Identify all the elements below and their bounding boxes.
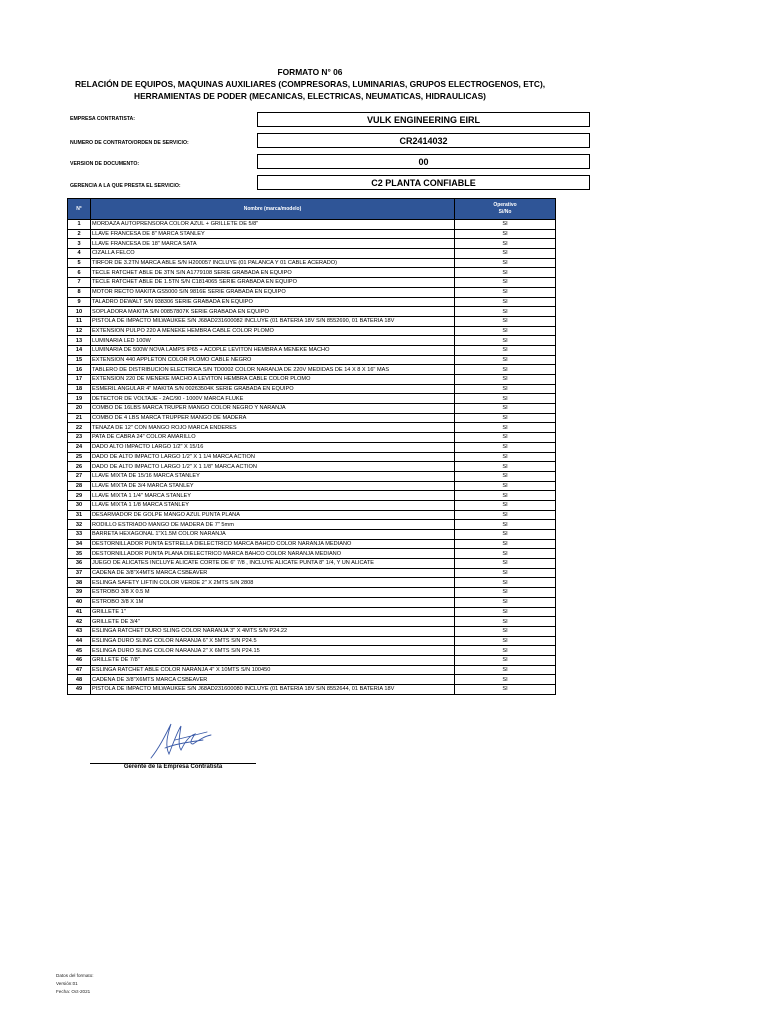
table-row [68, 597, 556, 607]
table-row [68, 471, 556, 481]
row-operative: SI [455, 685, 556, 695]
row-operative: SI [455, 345, 556, 355]
table-row [68, 375, 556, 385]
table-row [68, 355, 556, 365]
table-row [68, 539, 556, 549]
table-header-row [68, 199, 556, 220]
row-operative: SI [455, 423, 556, 433]
row-name: COMBO DE 16LBS MARCA TRUPER MANGO COLOR NEGRO Y NARANJA [91, 404, 455, 414]
contract-number-value: CR2414032 [257, 133, 590, 148]
row-number: 13 [68, 336, 91, 346]
contract-number-label: NUMERO DE CONTRATO/ORDEN DE SERVICIO: [70, 140, 189, 146]
table-row [68, 491, 556, 501]
document-version-value: 00 [257, 154, 590, 169]
row-operative: SI [455, 229, 556, 239]
table-row [68, 685, 556, 695]
row-operative: SI [455, 617, 556, 627]
row-name: EXTENSION PULPO 220 A MENEKE HEMBRA CABLE COLOR PLOMO [91, 326, 455, 336]
table-row [68, 578, 556, 588]
row-operative: SI [455, 394, 556, 404]
row-name: TENAZA DE 12" CON MANGO ROJO MARCA ENDERES [91, 423, 455, 433]
row-number: 43 [68, 626, 91, 636]
row-number: 32 [68, 520, 91, 530]
table-row [68, 307, 556, 317]
row-name: LLAVE FRANCESA DE 8" MARCA STANLEY [91, 229, 455, 239]
row-number: 23 [68, 433, 91, 443]
table-row [68, 665, 556, 675]
footer-format-data: Datos del formato: [56, 973, 94, 978]
row-operative: SI [455, 239, 556, 249]
table-row [68, 297, 556, 307]
row-number: 19 [68, 394, 91, 404]
row-name: DADO ALTO IMPACTO LARGO 1/2" X 15/16 [91, 442, 455, 452]
table-row [68, 646, 556, 656]
management-value: C2 PLANTA CONFIABLE [257, 175, 590, 190]
header-operative-line2: Si/No [498, 209, 512, 215]
table-row [68, 268, 556, 278]
row-number: 40 [68, 597, 91, 607]
row-number: 5 [68, 258, 91, 268]
table-row [68, 278, 556, 288]
row-number: 25 [68, 452, 91, 462]
table-row [68, 636, 556, 646]
row-name: DADO DE ALTO IMPACTO LARGO 1/2" X 1 1/8" MARCA ACTION [91, 462, 455, 472]
row-name: TABLERO DE DISTRIBUCION ELECTRICA S/N TD0002 COLOR NARANJA DE 220V MEDIDAS DE 14 X 8 X 16" MAS [91, 365, 455, 375]
row-name: EXTENSION 220 DE MENEKE MACHO A LEVITON HEMBRA CABLE COLOR PLOMO [91, 375, 455, 385]
row-name: LUMINARIA LED 100W [91, 336, 455, 346]
row-operative: SI [455, 549, 556, 559]
row-operative: SI [455, 355, 556, 365]
document-version-label: VERSION DE DOCUMENTO: [70, 161, 140, 167]
table-row [68, 655, 556, 665]
row-operative: SI [455, 588, 556, 598]
row-name: DESTORNILLADOR PUNTA ESTRELLA DIELECTRICO MARCA BAHCO COLOR NARANJA MEDIANO [91, 539, 455, 549]
header-name: Nombre (marca/modelo) [91, 199, 455, 220]
row-number: 27 [68, 471, 91, 481]
row-name: LLAVE MIXTA 1 1/8 MARCA STANLEY [91, 500, 455, 510]
signature-image [145, 718, 225, 763]
table-row [68, 258, 556, 268]
table-row [68, 229, 556, 239]
row-operative: SI [455, 249, 556, 259]
row-operative: SI [455, 336, 556, 346]
row-number: 30 [68, 500, 91, 510]
row-operative: SI [455, 646, 556, 656]
row-number: 12 [68, 326, 91, 336]
row-name: CADENA DE 3/8"X6MTS MARCA CSBEAVER [91, 675, 455, 685]
row-number: 42 [68, 617, 91, 627]
row-number: 21 [68, 413, 91, 423]
row-name: TALADRO DEWALT S/N 938306 SERIE GRABADA EN EQUIPO [91, 297, 455, 307]
row-name: GRILLETE DE 3/4" [91, 617, 455, 627]
row-operative: SI [455, 559, 556, 569]
row-operative: SI [455, 442, 556, 452]
row-number: 20 [68, 404, 91, 414]
row-operative: SI [455, 675, 556, 685]
footer-date: Fecha: Oct-2021 [56, 989, 91, 994]
row-name: PISTOLA DE IMPACTO MILWAUKEE S/N J68AD231600080 INCLUYE (01 BATERIA 18V S/N 8552644, 01 BATERIA 18V [91, 685, 455, 695]
row-operative: SI [455, 278, 556, 288]
row-name: CIZALLA FELCO [91, 249, 455, 259]
row-name: TECLE RATCHET ABLE DE 3TN S/N A1779108 SERIE GRABADA EN EQUIPO [91, 268, 455, 278]
table-row [68, 520, 556, 530]
footer-version: Versión:01 [56, 981, 78, 986]
row-name: DESTORNILLADOR PUNTA PLANA DIELECTRICO MARCA BAHCO COLOR NARANJA MEDIANO [91, 549, 455, 559]
row-operative: SI [455, 520, 556, 530]
row-number: 7 [68, 278, 91, 288]
row-operative: SI [455, 471, 556, 481]
row-operative: SI [455, 665, 556, 675]
row-operative: SI [455, 365, 556, 375]
table-row [68, 452, 556, 462]
row-number: 31 [68, 510, 91, 520]
table-row [68, 365, 556, 375]
row-number: 48 [68, 675, 91, 685]
row-operative: SI [455, 500, 556, 510]
row-number: 11 [68, 316, 91, 326]
row-name: BARRETA HEXAGONAL 1"X1.5M COLOR NARANJA [91, 530, 455, 540]
row-operative: SI [455, 578, 556, 588]
row-number: 29 [68, 491, 91, 501]
header-operative-line1: Operativo [493, 202, 517, 208]
row-name: COMBO DE 4 LBS MARCA TRUPPER MANGO DE MADERA [91, 413, 455, 423]
row-number: 6 [68, 268, 91, 278]
row-operative: SI [455, 597, 556, 607]
table-row [68, 559, 556, 569]
management-label: GERENCIA A LA QUE PRESTA EL SERVICIO: [70, 183, 181, 189]
row-number: 24 [68, 442, 91, 452]
table-row [68, 326, 556, 336]
row-name: ESLINGA RATCHET DURO SLING COLOR NARANJA 3" X 4MTS S/N P24.22 [91, 626, 455, 636]
row-name: ESLINGA SAFETY LIFTIN COLOR VERDE 2" X 2MTS S/N 2808 [91, 578, 455, 588]
row-number: 39 [68, 588, 91, 598]
row-number: 34 [68, 539, 91, 549]
row-operative: SI [455, 491, 556, 501]
row-operative: SI [455, 626, 556, 636]
row-operative: SI [455, 404, 556, 414]
table-row [68, 239, 556, 249]
row-operative: SI [455, 433, 556, 443]
row-number: 1 [68, 220, 91, 230]
row-name: CADENA DE 3/8"X4MTS MARCA CSBEAVER [91, 568, 455, 578]
row-number: 35 [68, 549, 91, 559]
row-number: 8 [68, 287, 91, 297]
table-row [68, 384, 556, 394]
row-number: 44 [68, 636, 91, 646]
row-name: SOPLADORA MAKITA S/N 00857807K SERIE GRABADA EN EQUIPO [91, 307, 455, 317]
row-number: 33 [68, 530, 91, 540]
row-name: JUEGO DE ALICATES INCLUYE ALICATE CORTE DE 6" 7/8 , INCLUYE ALICATE PUNTA 8" 1/4, Y UN ALICATE [91, 559, 455, 569]
table-row [68, 607, 556, 617]
row-name: DESARMADOR DE GOLPE MANGO AZUL PUNTA PLANA [91, 510, 455, 520]
row-operative: SI [455, 452, 556, 462]
row-name: MORDAZA AUTOPRENSORA COLOR AZUL + GRILLETE DE 5/8" [91, 220, 455, 230]
row-number: 26 [68, 462, 91, 472]
row-name: TECLE RATCHET ABLE DE 1.5TN S/N C1814065 SERIE GRABADA EN EQUIPO [91, 278, 455, 288]
table-row [68, 423, 556, 433]
row-name: PATA DE CABRA 24" COLOR AMARILLO [91, 433, 455, 443]
row-operative: SI [455, 297, 556, 307]
row-name: ESTROBO 3/8 X 0.5 M [91, 588, 455, 598]
contractor-value: VULK ENGINEERING EIRL [257, 112, 590, 127]
row-number: 17 [68, 375, 91, 385]
row-name: ESLINGA RATCHET ABLE COLOR NARANJA 4" X 10MTS S/N 100450 [91, 665, 455, 675]
row-operative: SI [455, 481, 556, 491]
row-number: 16 [68, 365, 91, 375]
table-row [68, 394, 556, 404]
table-row [68, 249, 556, 259]
row-name: DETECTOR DE VOLTAJE - 2AC/90 - 1000V MARCA FLUKE [91, 394, 455, 404]
row-operative: SI [455, 258, 556, 268]
row-name: LLAVE MIXTA 1 1/4" MARCA STANLEY [91, 491, 455, 501]
row-name: EXTENSION 440 APPLETON COLOR PLOMO CABLE NEGRO [91, 355, 455, 365]
table-row [68, 510, 556, 520]
row-name: GRILLETE DE 7/8" [91, 655, 455, 665]
table-row [68, 500, 556, 510]
table-row [68, 675, 556, 685]
row-operative: SI [455, 462, 556, 472]
row-operative: SI [455, 530, 556, 540]
row-number: 18 [68, 384, 91, 394]
table-row [68, 588, 556, 598]
row-number: 4 [68, 249, 91, 259]
form-title-line-2: RELACIÓN DE EQUIPOS, MAQUINAS AUXILIARES (COMPRESORAS, LUMINARIAS, GRUPOS ELECTROGENOS, ETC), [74, 79, 546, 89]
row-name: ESLINGA DURO SLING COLOR NARANJA 6" X 5MTS S/N P24.5 [91, 636, 455, 646]
row-operative: SI [455, 539, 556, 549]
row-number: 49 [68, 685, 91, 695]
row-operative: SI [455, 510, 556, 520]
row-number: 38 [68, 578, 91, 588]
row-name: RODILLO ESTRIADO MANGO DE MADERA DE 7" 5mm [91, 520, 455, 530]
row-number: 45 [68, 646, 91, 656]
row-name: LLAVE MIXTA DE 3/4 MARCA STANLEY [91, 481, 455, 491]
row-number: 10 [68, 307, 91, 317]
table-row [68, 345, 556, 355]
row-name: TIRFOR DE 3.2TN MARCA ABLE S/N H200057 INCLUYE (01 PALANCA Y 01 CABLE ACERADO) [91, 258, 455, 268]
row-number: 14 [68, 345, 91, 355]
row-number: 15 [68, 355, 91, 365]
table-row [68, 404, 556, 414]
row-name: DADO DE ALTO IMPACTO LARGO 1/2" X 1 1/4 MARCA ACTION [91, 452, 455, 462]
signature-label: Gerente de la Empresa Contratista [123, 764, 223, 770]
row-operative: SI [455, 413, 556, 423]
contractor-label: EMPRESA CONTRATISTA: [70, 116, 136, 122]
row-name: ESTROBO 3/8 X 1M [91, 597, 455, 607]
table-row [68, 549, 556, 559]
table-row [68, 316, 556, 326]
row-name: GRILLETE 1" [91, 607, 455, 617]
row-operative: SI [455, 384, 556, 394]
table-row [68, 442, 556, 452]
table-row [68, 462, 556, 472]
table-row [68, 433, 556, 443]
row-name: LLAVE MIXTA DE 15/16 MARCA STANLEY [91, 471, 455, 481]
equipment-table [67, 198, 556, 695]
row-number: 47 [68, 665, 91, 675]
row-number: 9 [68, 297, 91, 307]
table-row [68, 413, 556, 423]
row-name: LUMINARIA DE 500W NOVA LAMPS IP65 + ACOPLE LEVITON HEMBRA A MENEKE MACHO [91, 345, 455, 355]
table-row [68, 617, 556, 627]
row-operative: SI [455, 268, 556, 278]
row-name: PISTOLA DE IMPACTO MILWAUKEE S/N J68AD231600082 INCLUYE (01 BATERIA 18V S/N 8552690, 01 BATERIA 18V [91, 316, 455, 326]
row-name: ESMERIL ANGULAR 4" MAKITA S/N 00263504K SERIE GRABADA EN EQUIPO [91, 384, 455, 394]
header-number: N° [68, 199, 91, 220]
row-operative: SI [455, 307, 556, 317]
row-operative: SI [455, 655, 556, 665]
table-row [68, 568, 556, 578]
row-operative: SI [455, 220, 556, 230]
table-row [68, 626, 556, 636]
table-row [68, 287, 556, 297]
row-number: 37 [68, 568, 91, 578]
row-number: 3 [68, 239, 91, 249]
row-number: 41 [68, 607, 91, 617]
row-operative: SI [455, 316, 556, 326]
form-number-title: FORMATO N° 06 [277, 67, 343, 77]
table-row [68, 336, 556, 346]
row-name: MOTOR RECTO MAKITA GS5000 S/N 9816E SERIE GRABADA EN EQUIPO [91, 287, 455, 297]
row-operative: SI [455, 375, 556, 385]
row-number: 22 [68, 423, 91, 433]
table-row [68, 530, 556, 540]
table-row [68, 481, 556, 491]
row-name: LLAVE FRANCESA DE 18" MARCA SATA [91, 239, 455, 249]
row-number: 46 [68, 655, 91, 665]
row-operative: SI [455, 568, 556, 578]
table-row [68, 220, 556, 230]
row-number: 2 [68, 229, 91, 239]
row-operative: SI [455, 607, 556, 617]
row-number: 28 [68, 481, 91, 491]
row-number: 36 [68, 559, 91, 569]
row-name: ESLINGA DURO SLING COLOR NARANJA 2" X 6MTS S/N P24.15 [91, 646, 455, 656]
row-operative: SI [455, 326, 556, 336]
row-operative: SI [455, 636, 556, 646]
header-operative [455, 199, 556, 220]
form-title-line-3: HERRAMIENTAS DE PODER (MECANICAS, ELECTRICAS, NEUMATICAS, HIDRAULICAS) [134, 91, 486, 101]
row-operative: SI [455, 287, 556, 297]
